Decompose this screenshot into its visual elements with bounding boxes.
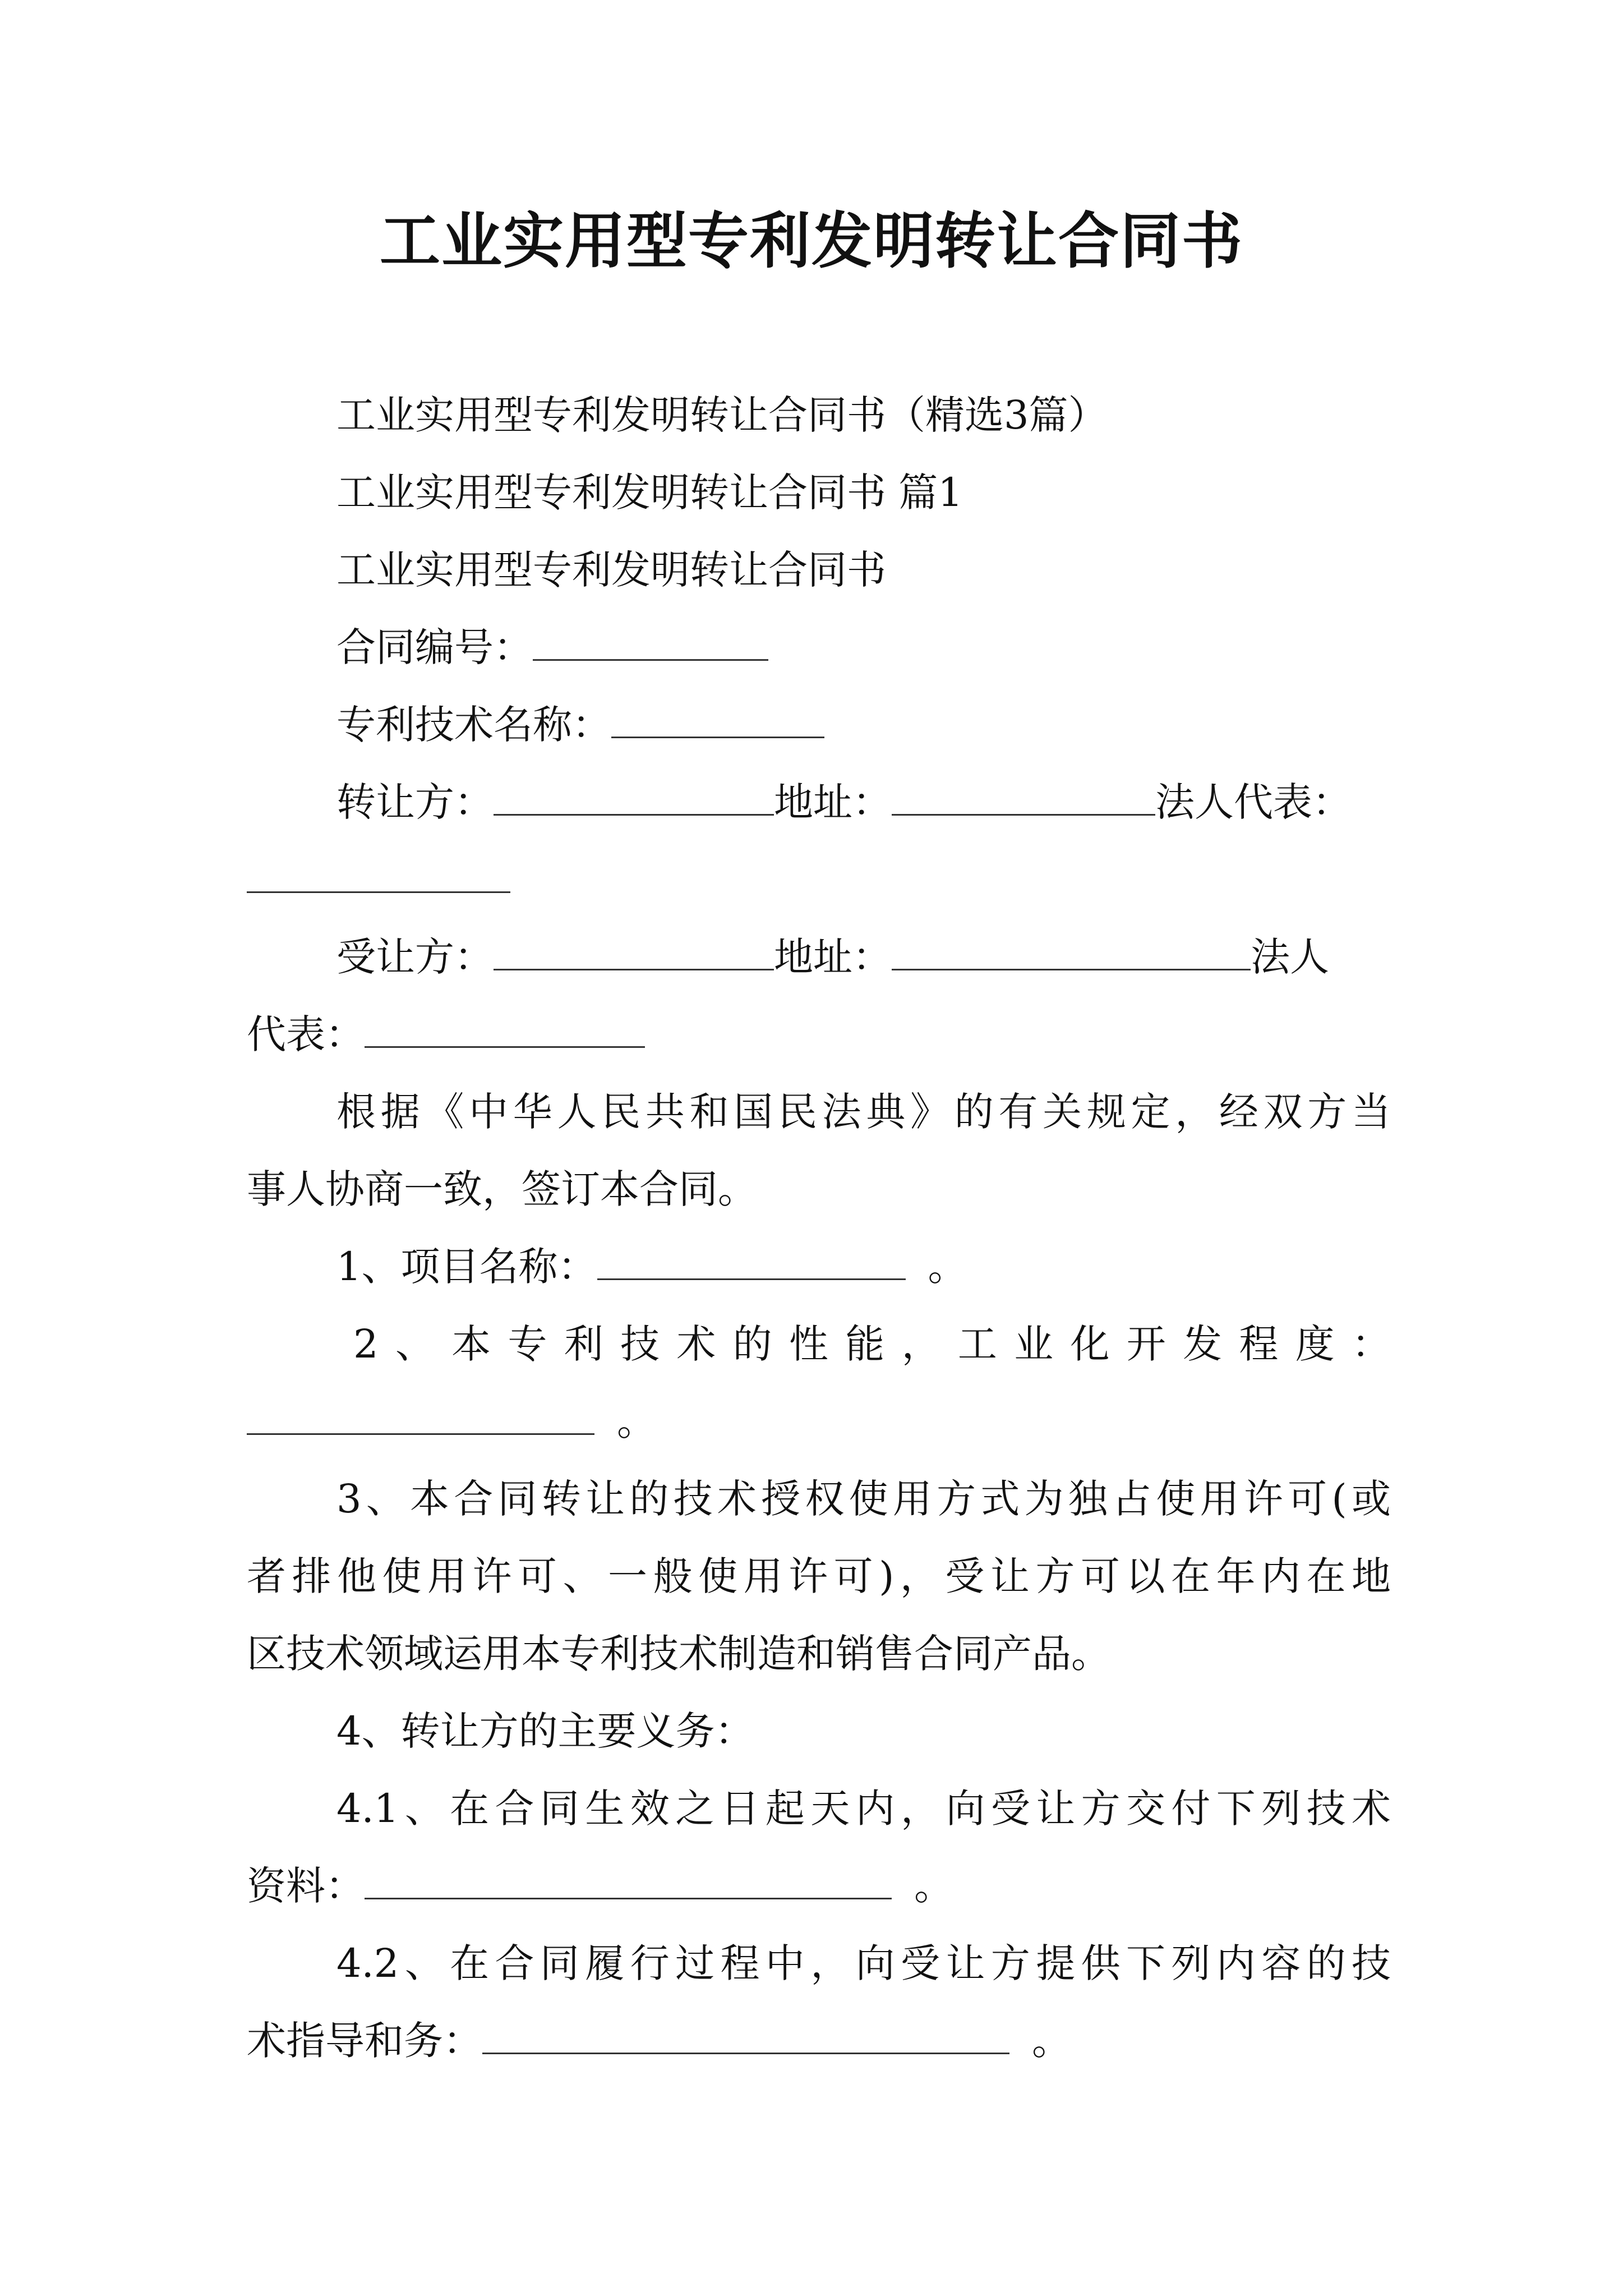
section-heading: 工业实用型专利发明转让合同书 篇1 <box>336 470 963 516</box>
clause-4-1-line2: 资料： 。 <box>247 1858 1391 1914</box>
clause-4-1-line1: 4.1、在合同生效之日起天内，向受让方交付下列技术 <box>336 1786 1391 1832</box>
performance-blank <box>247 1394 594 1435</box>
transferee-rep-line: 代表： <box>247 1006 1391 1062</box>
clause-4-2-line1: 4.2、在合同履行过程中，向受让方提供下列内容的技 <box>336 1940 1391 1986</box>
clause-3-line2: 者排他使用许可、一般使用许可)，受让方可以在年内在地 <box>247 1553 1391 1599</box>
document-title: 工业实用型专利发明转让合同书 <box>379 206 1243 277</box>
transferor-address-blank <box>892 775 1155 816</box>
clause-1-line: 1、项目名称： 。 <box>247 1239 1391 1295</box>
paragraph-basis-line1: 根据《中华人民共和国民法典》的有关规定，经双方当 <box>336 1089 1391 1135</box>
transferor-line: 转让方： 地址： 法人代表： <box>247 774 1402 830</box>
patent-name-line: 专利技术名称： <box>247 697 1391 753</box>
technical-guidance-blank <box>482 2013 1009 2054</box>
patent-name-blank <box>611 697 824 738</box>
transferor-blank <box>494 775 774 816</box>
transferee-rep-blank <box>365 1007 645 1048</box>
project-name-blank <box>597 1239 906 1280</box>
transferor-rep-blank-line <box>247 852 516 908</box>
clause-3-line3: 区技术领域运用本专利技术制造和销售合同产品。 <box>247 1631 1110 1677</box>
transferee-line: 受让方： 地址： 法人 <box>247 929 1402 985</box>
contract-number-line: 合同编号： <box>247 619 1391 675</box>
technical-data-blank <box>365 1858 892 1899</box>
clause-4-heading: 4、转让方的主要义务： <box>336 1708 754 1754</box>
transferee-blank <box>494 930 774 970</box>
contract-name-line: 工业实用型专利发明转让合同书 <box>336 547 886 593</box>
transferor-rep-blank <box>247 852 510 893</box>
paragraph-basis-line2: 事人协商一致，签订本合同。 <box>247 1166 757 1212</box>
subtitle-line: 工业实用型专利发明转让合同书（精选3篇） <box>336 392 1108 438</box>
transferee-address-blank <box>892 930 1251 970</box>
clause-4-2-line2: 术指导和务： 。 <box>247 2013 1391 2069</box>
clause-2-line: 2、本专利技术的性能，工业化开发程度： <box>353 1321 1391 1367</box>
clause-3-line1: 3、本合同转让的技术授权使用方式为独占使用许可(或 <box>336 1476 1391 1522</box>
clause-2-blank-line: 。 <box>247 1393 1391 1450</box>
contract-number-blank <box>533 620 768 661</box>
